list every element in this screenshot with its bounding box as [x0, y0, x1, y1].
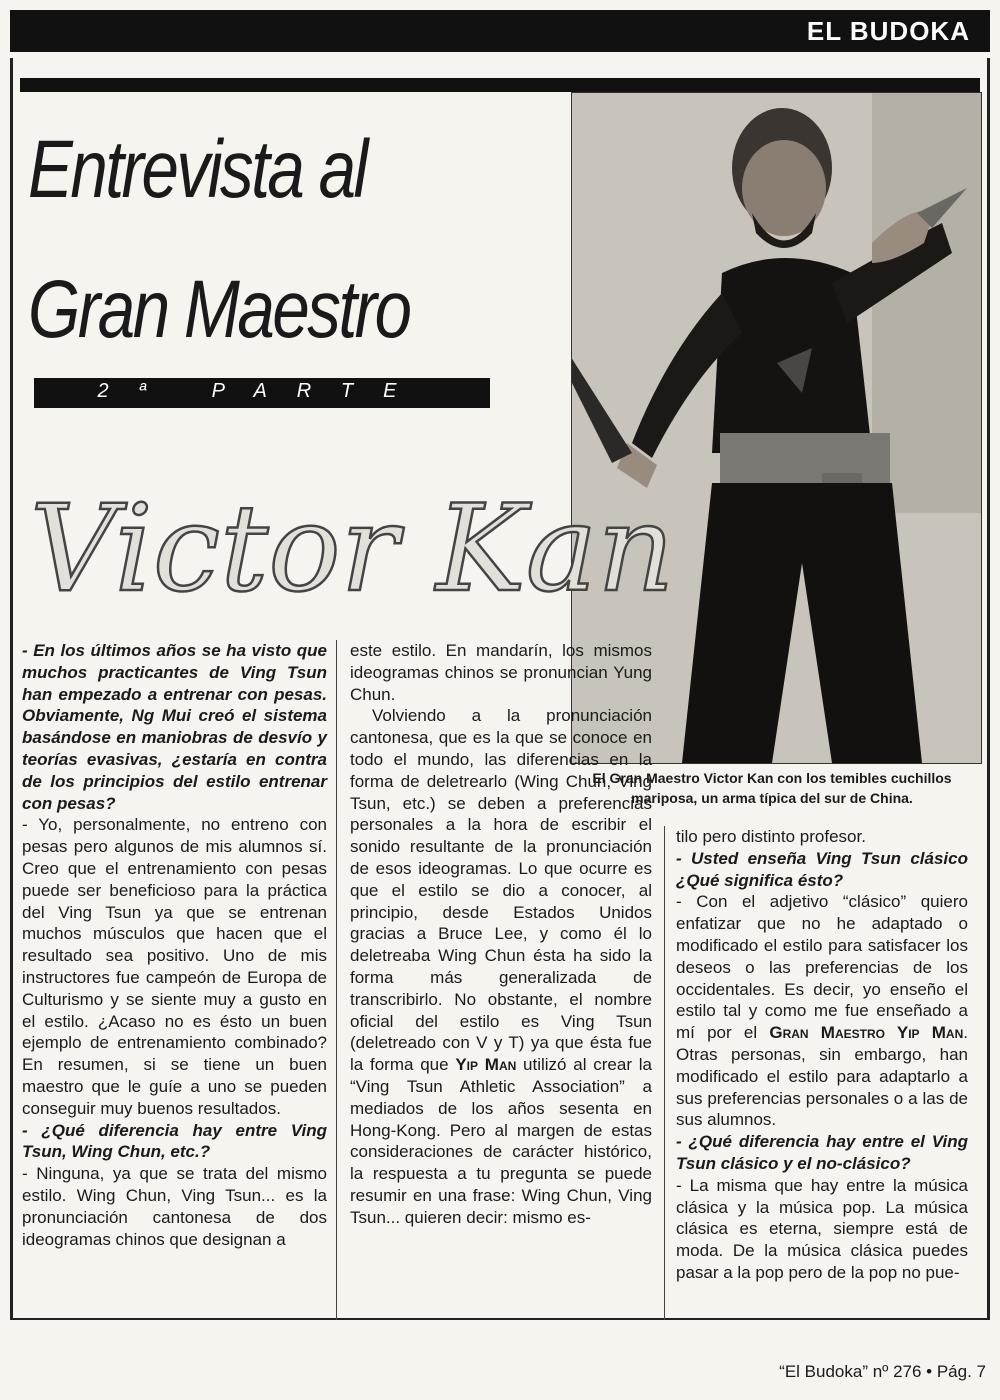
article-column-3 — [676, 826, 968, 1284]
frame-left-rule — [10, 58, 13, 1320]
answer-paragraph: tilo pero distinto profesor. — [676, 827, 866, 846]
heading-rule — [20, 78, 980, 92]
name-small-caps: Gran Maestro Yip Man — [769, 1023, 964, 1043]
question-paragraph: - ¿Qué diferencia hay entre el Ving Tsun clásico y el no-clásico? — [676, 1132, 968, 1173]
question-paragraph: - En los últimos años se ha visto que muchos practicantes de Ving Tsun han empezado a entrenar con pesas. Obviamente, Ng Mui creó el sistema basándose en maniobras de desvío y teorías evasivas, ¿estaría en contra de los principios del estilo entrenar con pesas? — [22, 641, 327, 813]
answer-text: Volviendo a la pronunciación cantonesa, que es la que se conoce en todo el mundo, las diferencias en la forma de deletrearlo (Wing Chun, Ving Tsun, etc.) se deben a preferencias personales a la hora de escribir el sonido resultante de la pronunciación de esos ideogramas. Lo que ocurre es que el estilo se dio a conocer, al principio, desde Estados Unidos gracias a Bruce Lee, y como él lo deletreaba Wing Chun ésta ha sido la forma más generalizada de transcribirlo. No obstante, el nombre oficial del estilo es Ving Tsun (deletreado con V y T) ya que ésta fue la forma que — [350, 706, 652, 1075]
column-divider-1 — [336, 640, 337, 1320]
section-title: EL BUDOKA — [806, 16, 970, 46]
article-column-2 — [350, 640, 652, 1229]
frame-bottom-rule — [10, 1318, 990, 1320]
photo-caption: El Gran Maestro Victor Kan con los temibles cuchillos mariposa, un arma típica del sur de China. — [592, 770, 952, 806]
part-label: 2ª PARTE — [97, 380, 427, 402]
name-small-caps: Yip Man — [455, 1055, 517, 1075]
answer-text: - Con el adjetivo “clásico” quiero enfatizar que no he adaptado o modificado el estilo para satisfacer los deseos o las preferencias de los occidentales. Es decir, yo enseño el estilo tal y como me fue enseñado a mí por el — [676, 892, 968, 1043]
answer-paragraph — [350, 705, 652, 1228]
page-footer: “El Budoka” nº 276 • Pág. 7 — [779, 1362, 986, 1381]
column-divider-2 — [664, 826, 665, 1320]
question-paragraph: - Usted enseña Ving Tsun clásico ¿Qué significa ésto? — [676, 848, 968, 890]
question-paragraph: - ¿Qué diferencia hay entre Ving Tsun, Wing Chun, etc.? — [22, 1120, 327, 1162]
article-column-1 — [22, 640, 327, 1250]
answer-text: utilizó al crear la “Ving Tsun Athletic Association” a mediados de los años sesenta en Hong-Kong. Pero al margen de estas consideraciones de carácter histórico, la respuesta a tu pregunta se puede resumir en una frase: Wing Chun, Ving Tsun... quieren decir: mismo es- — [350, 1055, 652, 1227]
title-line-1: Entrevista al — [28, 124, 367, 215]
frame-right-rule — [987, 58, 990, 1320]
section-header-bar — [10, 10, 990, 52]
answer-text: . Otras personas, sin embargo, han modificado el estilo para adaptarlo a sus preferencias personales o a las de sus alumnos. — [676, 1023, 968, 1130]
title-line-2: Gran Maestro — [28, 264, 410, 355]
answer-paragraph: - Ninguna, ya que se trata del mismo estilo. Wing Chun, Ving Tsun... es la pronunciación cantonesa de dos ideogramas chinos que designan a — [22, 1164, 327, 1249]
name-script-text: Victor Kan — [30, 480, 675, 619]
answer-paragraph: - La misma que hay entre la música clásica y la música pop. La música clásica es eterna, siempre está de moda. De la música clásica puedes pasar a la pop pero de la pop no pue- — [676, 1175, 968, 1282]
answer-paragraph — [676, 891, 968, 1131]
answer-paragraph: - Yo, personalmente, no entreno con pesas pero algunos de mis alumnos sí. Creo que el entrenamiento con pesas puede ser beneficioso para la práctica del Ving Tsun ya que se entrenan muchos músculos que hacen que el resultado sea positivo. Uno de mis instructores fue campeón de Europa de Culturismo y se siente muy a gusto en el estilo. ¿Acaso no es ésto un buen ejemplo de entrenamiento combinado? En resumen, si se tiene un buen maestro que le guíe a uno se pueden conseguir muy buenos resultados. — [22, 815, 327, 1118]
article-title — [28, 100, 454, 380]
part-banner — [34, 378, 490, 408]
answer-paragraph: este estilo. En mandarín, los mismos ideogramas chinos se pronuncian Yung Chun. — [350, 641, 652, 704]
